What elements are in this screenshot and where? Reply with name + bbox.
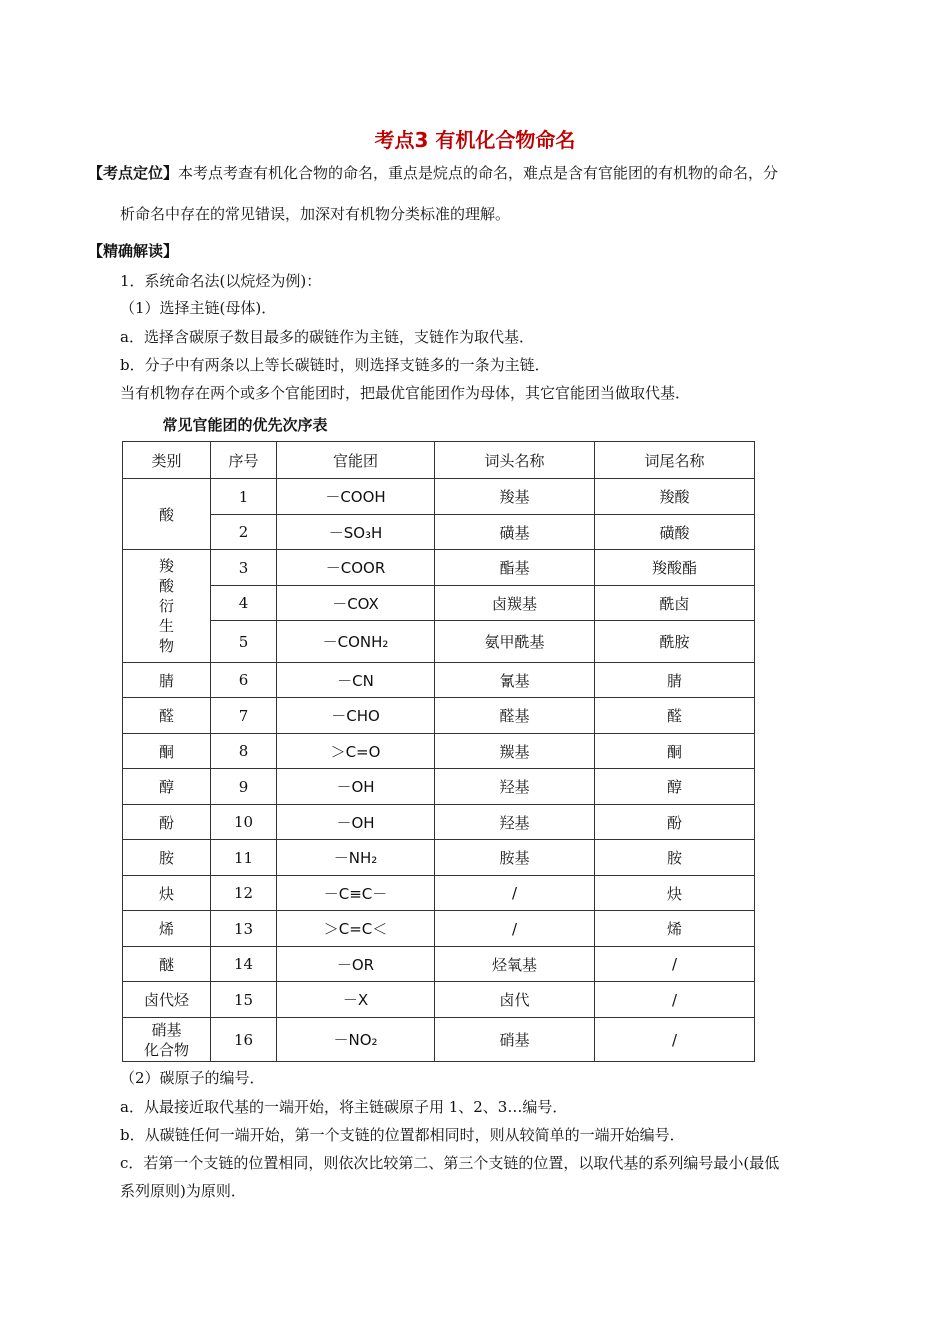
cell-prefix: 胺基 bbox=[435, 840, 595, 876]
section2-c-line-2: 系列原则)为原则． bbox=[120, 1182, 246, 1200]
cell-suffix: / bbox=[595, 982, 755, 1018]
acid-deriv-char: 酸 bbox=[158, 577, 174, 595]
priority-table bbox=[122, 441, 755, 1062]
cell-no: 10 bbox=[211, 805, 277, 840]
cell-suffix: 酮 bbox=[595, 734, 755, 769]
table-row bbox=[123, 911, 755, 947]
cell-category: 烯 bbox=[123, 911, 211, 947]
cell-suffix: 腈 bbox=[595, 663, 755, 698]
cell-group: －NO₂ bbox=[277, 1018, 435, 1062]
cell-prefix: 氰基 bbox=[435, 663, 595, 698]
cell-suffix: 羧酸酯 bbox=[595, 550, 755, 586]
acid-deriv-char: 生 bbox=[158, 617, 174, 635]
cell-no: 5 bbox=[211, 621, 277, 663]
cell-prefix: 羧基 bbox=[435, 479, 595, 515]
category-nitro bbox=[123, 1018, 211, 1062]
intro-line-2: 析命名中存在的常见错误，加深对有机物分类标准的理解。 bbox=[120, 205, 511, 223]
cell-group: －COOR bbox=[277, 550, 435, 586]
table-row bbox=[123, 1018, 755, 1062]
cell-group: －SO₃H bbox=[277, 515, 435, 550]
cell-no: 15 bbox=[211, 982, 277, 1018]
cell-category: 醛 bbox=[123, 698, 211, 734]
cell-no: 3 bbox=[211, 550, 277, 586]
table-row bbox=[123, 734, 755, 769]
cell-no: 9 bbox=[211, 769, 277, 805]
cell-group: －COX bbox=[277, 586, 435, 621]
cell-group: －CONH₂ bbox=[277, 621, 435, 663]
cell-no: 8 bbox=[211, 734, 277, 769]
cell-category: 醇 bbox=[123, 769, 211, 805]
cell-prefix: 烃氧基 bbox=[435, 947, 595, 982]
cell-group: －X bbox=[277, 982, 435, 1018]
cell-prefix: 卤代 bbox=[435, 982, 595, 1018]
table-header-row bbox=[123, 442, 755, 479]
cell-no: 4 bbox=[211, 586, 277, 621]
header-suffix: 词尾名称 bbox=[595, 442, 755, 479]
cell-suffix: 烯 bbox=[595, 911, 755, 947]
cell-suffix: / bbox=[595, 947, 755, 982]
intro-line-1 bbox=[88, 163, 778, 183]
cell-suffix: 酰卤 bbox=[595, 586, 755, 621]
cell-prefix: 氨甲酰基 bbox=[435, 621, 595, 663]
cell-group: －C≡C－ bbox=[277, 876, 435, 911]
cell-no: 6 bbox=[211, 663, 277, 698]
cell-group: －COOH bbox=[277, 479, 435, 515]
cell-category: 腈 bbox=[123, 663, 211, 698]
cell-group: ＞C=O bbox=[277, 734, 435, 769]
table-row bbox=[123, 479, 755, 515]
cell-suffix: 胺 bbox=[595, 840, 755, 876]
table-row bbox=[123, 698, 755, 734]
section1-note: 当有机物存在两个或多个官能团时，把最优官能团作为母体，其它官能团当做取代基． bbox=[120, 384, 691, 402]
table-row bbox=[123, 621, 755, 663]
cell-prefix: 磺基 bbox=[435, 515, 595, 550]
cell-group: －OH bbox=[277, 805, 435, 840]
cell-group: －CN bbox=[277, 663, 435, 698]
section2-c-line-1: c．若第一个支链的位置相同，则依次比较第二、第三个支链的位置，以取代基的系列编号最小(最低 bbox=[120, 1154, 780, 1172]
cell-prefix: 羟基 bbox=[435, 805, 595, 840]
cell-no: 12 bbox=[211, 876, 277, 911]
table-row bbox=[123, 586, 755, 621]
table-row bbox=[123, 663, 755, 698]
table-row bbox=[123, 947, 755, 982]
cell-suffix: 酰胺 bbox=[595, 621, 755, 663]
intro-text-1: 本考点考查有机化合物的命名，重点是烷点的命名，难点是含有官能团的有机物的命名，分 bbox=[178, 164, 779, 182]
acid-deriv-char: 物 bbox=[158, 637, 174, 655]
category-acid: 酸 bbox=[123, 479, 211, 550]
table-row bbox=[123, 805, 755, 840]
cell-category: 酚 bbox=[123, 805, 211, 840]
table-row bbox=[123, 982, 755, 1018]
cell-category: 胺 bbox=[123, 840, 211, 876]
table-row bbox=[123, 769, 755, 805]
cell-prefix: / bbox=[435, 876, 595, 911]
cell-group: －OR bbox=[277, 947, 435, 982]
section1-a: a．选择含碳原子数目最多的碳链作为主链，支链作为取代基． bbox=[120, 328, 534, 346]
cell-category: 炔 bbox=[123, 876, 211, 911]
table-caption: 常见官能团的优先次序表 bbox=[162, 416, 328, 434]
cell-prefix: 羰基 bbox=[435, 734, 595, 769]
table-row bbox=[123, 840, 755, 876]
cell-group: －CHO bbox=[277, 698, 435, 734]
cell-no: 2 bbox=[211, 515, 277, 550]
table-row bbox=[123, 515, 755, 550]
cell-category: 醚 bbox=[123, 947, 211, 982]
header-category: 类别 bbox=[123, 442, 211, 479]
cell-suffix: / bbox=[595, 1018, 755, 1062]
header-prefix: 词头名称 bbox=[435, 442, 595, 479]
section2-sub2: （2）碳原子的编号． bbox=[120, 1069, 265, 1087]
cell-suffix: 酚 bbox=[595, 805, 755, 840]
section-heading: 【精确解读】 bbox=[88, 242, 179, 260]
cell-category: 卤代烃 bbox=[123, 982, 211, 1018]
acid-deriv-char: 衍 bbox=[158, 597, 174, 615]
page-title: 考点3 有机化合物命名 bbox=[374, 128, 576, 152]
cell-prefix: 酯基 bbox=[435, 550, 595, 586]
section2-a: a．从最接近取代基的一端开始，将主链碳原子用 1、2、3…编号． bbox=[120, 1098, 568, 1116]
cell-no: 11 bbox=[211, 840, 277, 876]
cell-suffix: 炔 bbox=[595, 876, 755, 911]
cell-prefix: / bbox=[435, 911, 595, 947]
cell-suffix: 醇 bbox=[595, 769, 755, 805]
acid-deriv-char: 羧 bbox=[158, 557, 174, 575]
cell-no: 13 bbox=[211, 911, 277, 947]
cell-group: ＞C=C＜ bbox=[277, 911, 435, 947]
cell-no: 1 bbox=[211, 479, 277, 515]
section1-sub1: （1）选择主链(母体)． bbox=[120, 299, 277, 317]
table-row bbox=[123, 876, 755, 911]
cell-prefix: 卤羰基 bbox=[435, 586, 595, 621]
cell-prefix: 硝基 bbox=[435, 1018, 595, 1062]
cell-no: 16 bbox=[211, 1018, 277, 1062]
section1-heading: 1．系统命名法(以烷烃为例)： bbox=[120, 272, 322, 290]
cell-no: 14 bbox=[211, 947, 277, 982]
category-acid-derivative bbox=[123, 550, 211, 663]
section2-b: b．从碳链任何一端开始，第一个支链的位置都相同时，则从较简单的一端开始编号． bbox=[120, 1126, 685, 1144]
nitro-label-line-2: 化合物 bbox=[143, 1040, 189, 1059]
section1-b: b．分子中有两条以上等长碳链时，则选择支链多的一条为主链． bbox=[120, 356, 550, 374]
cell-suffix: 醛 bbox=[595, 698, 755, 734]
cell-no: 7 bbox=[211, 698, 277, 734]
header-group: 官能团 bbox=[277, 442, 435, 479]
cell-category: 酮 bbox=[123, 734, 211, 769]
cell-group: －OH bbox=[277, 769, 435, 805]
intro-tag: 【考点定位】 bbox=[88, 164, 179, 182]
table-row bbox=[123, 550, 755, 586]
cell-suffix: 磺酸 bbox=[595, 515, 755, 550]
cell-prefix: 醛基 bbox=[435, 698, 595, 734]
cell-suffix: 羧酸 bbox=[595, 479, 755, 515]
cell-prefix: 羟基 bbox=[435, 769, 595, 805]
cell-group: －NH₂ bbox=[277, 840, 435, 876]
nitro-label-line-1: 硝基 bbox=[151, 1020, 182, 1039]
header-no: 序号 bbox=[211, 442, 277, 479]
